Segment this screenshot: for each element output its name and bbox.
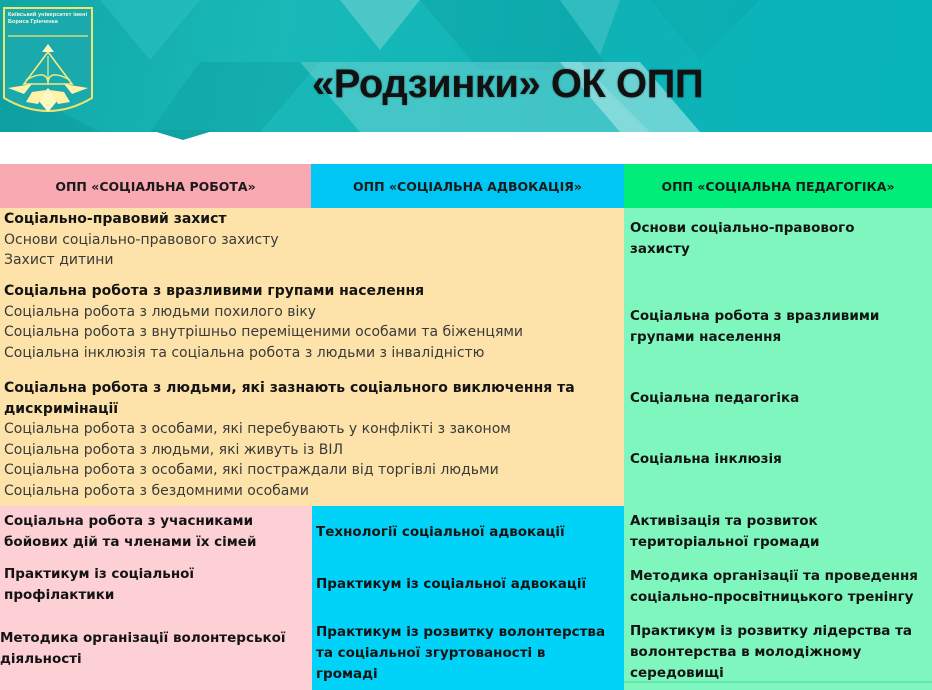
course-line: профілактики [4,587,115,603]
course-item: Соціальна робота з особами, які постраждали від торгівлі людьми [4,462,499,478]
course-line: Соціальна робота з вразливими [630,308,880,324]
course-line: Соціальна робота з учасниками [4,513,254,529]
course-group-social-exclusion [4,378,575,501]
course-line: Методика організації волонтерської [0,630,286,646]
course-group-vulnerable-groups [4,281,523,363]
course-line: Технології соціальної адвокації [316,524,565,540]
course-line: Основи соціально-правового [630,220,855,236]
pedagogy-course [630,621,912,684]
column-header-label: ОПП «СОЦІАЛЬНА РОБОТА» [55,178,256,194]
group-title: Соціальна робота з вразливими групами населення [4,283,425,299]
course-item: Захист дитини [4,252,114,268]
social-work-course [4,564,194,606]
pedagogy-course [630,306,879,348]
course-item: Соціальна робота з людьми, які живуть із ВІЛ [4,441,344,458]
course-line: соціально-просвітницького тренінгу [630,589,914,605]
group-title-cont: дискримінації [4,400,119,417]
logo-text: Київський університет імені Бориса Грінченка [8,12,88,25]
course-line: та соціальної згуртованості в [316,645,546,661]
course-item: Соціальна робота з людьми похилого віку [4,303,317,320]
advocacy-course [316,622,605,685]
course-line: Практикум із розвитку лідерства та [630,623,913,639]
social-work-course [4,511,256,553]
course-item: Соціальна робота з бездомними особами [4,482,310,499]
course-line: діяльності [0,651,82,667]
course-item: Соціальна робота з особами, які перебувають у конфлікті з законом [4,421,511,437]
course-line: групами населення [630,329,782,345]
column-header-social-work [0,164,311,208]
group-title: Соціальна робота з людьми, які зазнають соціального виключення та [4,380,575,396]
course-line: територіальної громади [630,534,820,550]
group-title: Соціально-правовий захист [4,211,227,227]
column-header-social-pedagogy [624,164,932,208]
course-line: середовищі [630,665,724,681]
pedagogy-course [630,388,799,409]
advocacy-course [316,574,586,595]
pedagogy-course [630,449,782,470]
course-line: бойових дій та членами їх сімей [4,534,257,550]
course-line: Практикум із розвитку волонтерства [316,624,606,640]
course-line: волонтерства в молодіжному [630,644,862,660]
course-line: Методика організації та проведення [630,568,918,584]
course-item: Основи соціально-правового захисту [4,231,279,248]
course-line: Практикум із соціальної [4,566,195,582]
course-line: Практикум із соціальної адвокації [316,576,587,592]
pedagogy-course [630,218,855,260]
pedagogy-course [630,566,918,608]
course-line: Активізація та розвиток [630,513,818,529]
header-banner [0,0,932,132]
university-logo [2,6,94,124]
course-line: громаді [316,666,378,682]
column-header-label: ОПП «СОЦІАЛЬНА АДВОКАЦІЯ» [353,178,582,194]
pedagogy-course [630,511,819,553]
course-group-legal-protection [4,209,279,271]
column-header-label: ОПП «СОЦІАЛЬНА ПЕДАГОГІКА» [661,178,895,194]
course-line: захисту [630,241,690,257]
page-title: «Родзинки» ОК ОПП [312,62,704,106]
advocacy-course [316,522,565,543]
course-line: Соціальна педагогіка [630,390,800,406]
course-item: Соціальна інклюзія та соціальна робота з людьми з інвалідністю [4,344,485,361]
course-item: Соціальна робота з внутрішньо переміщеними особами та біженцями [4,324,524,340]
column-header-social-advocacy [311,164,624,208]
banner-notch [150,130,216,140]
course-line: Соціальна інклюзія [630,451,782,467]
social-work-course [0,628,286,670]
